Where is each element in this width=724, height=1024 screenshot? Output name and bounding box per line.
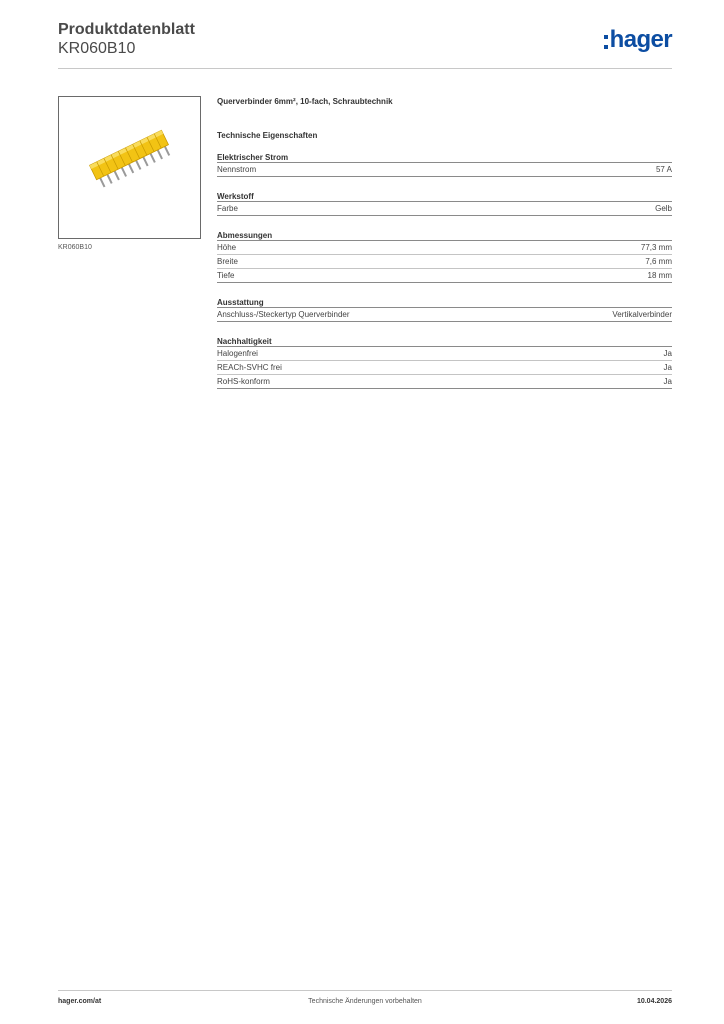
property-group-title: Ausstattung bbox=[217, 297, 672, 308]
property-label: Halogenfrei bbox=[217, 349, 258, 358]
property-group bbox=[217, 230, 672, 283]
property-label: Breite bbox=[217, 257, 238, 266]
property-label: Anschluss-/Steckertyp Querverbinder bbox=[217, 310, 350, 319]
product-reference: KR060B10 bbox=[58, 40, 136, 57]
property-row bbox=[217, 269, 672, 283]
footer-date: 10.04.2026 bbox=[636, 998, 672, 1005]
property-label: Höhe bbox=[217, 243, 237, 252]
property-value: 57 A bbox=[655, 165, 672, 174]
property-label: Tiefe bbox=[217, 271, 235, 280]
footer-website[interactable]: hager.com/at bbox=[58, 998, 102, 1005]
property-row bbox=[217, 361, 672, 375]
property-groups bbox=[217, 152, 672, 389]
header-divider bbox=[58, 68, 672, 69]
property-group bbox=[217, 297, 672, 322]
footer-divider bbox=[58, 990, 672, 991]
logo-wordmark: hager bbox=[609, 26, 672, 53]
property-value: Vertikalverbinder bbox=[612, 310, 672, 319]
property-group bbox=[217, 152, 672, 177]
property-label: REACh-SVHC frei bbox=[217, 363, 282, 372]
property-value: 77,3 mm bbox=[640, 243, 672, 252]
footer-notice: Technische Änderungen vorbehalten bbox=[308, 998, 422, 1005]
technical-properties-heading: Technische Eigenschaften bbox=[217, 131, 318, 140]
property-group-title: Nachhaltigkeit bbox=[217, 336, 672, 347]
property-row bbox=[217, 241, 672, 255]
property-label: Farbe bbox=[217, 204, 238, 213]
property-group bbox=[217, 336, 672, 389]
property-group-title: Abmessungen bbox=[217, 230, 672, 241]
property-value: Ja bbox=[663, 363, 672, 372]
page-header bbox=[58, 20, 672, 70]
page-title: Produktdatenblatt bbox=[58, 21, 195, 38]
property-value: Gelb bbox=[655, 204, 672, 213]
property-row bbox=[217, 308, 672, 322]
property-label: RoHS-konform bbox=[217, 377, 270, 386]
property-value: 7,6 mm bbox=[645, 257, 672, 266]
property-group bbox=[217, 191, 672, 216]
product-description: Querverbinder 6mm², 10-fach, Schraubtechnik bbox=[217, 97, 393, 106]
logo-colon-icon bbox=[604, 35, 608, 49]
property-group-title: Elektrischer Strom bbox=[217, 152, 672, 163]
property-label: Nennstrom bbox=[217, 165, 257, 174]
property-value: Ja bbox=[663, 349, 672, 358]
property-group-title: Werkstoff bbox=[217, 191, 672, 202]
property-row bbox=[217, 202, 672, 216]
property-value: Ja bbox=[663, 377, 672, 386]
page-footer bbox=[58, 998, 672, 1010]
cross-connector-illustration bbox=[59, 97, 200, 238]
property-value: 18 mm bbox=[647, 271, 672, 280]
product-image bbox=[58, 96, 201, 239]
product-data bbox=[217, 96, 672, 389]
hager-logo bbox=[604, 26, 672, 54]
property-row bbox=[217, 163, 672, 177]
image-caption: KR060B10 bbox=[58, 244, 92, 251]
property-row bbox=[217, 255, 672, 269]
property-row bbox=[217, 375, 672, 389]
property-row bbox=[217, 347, 672, 361]
